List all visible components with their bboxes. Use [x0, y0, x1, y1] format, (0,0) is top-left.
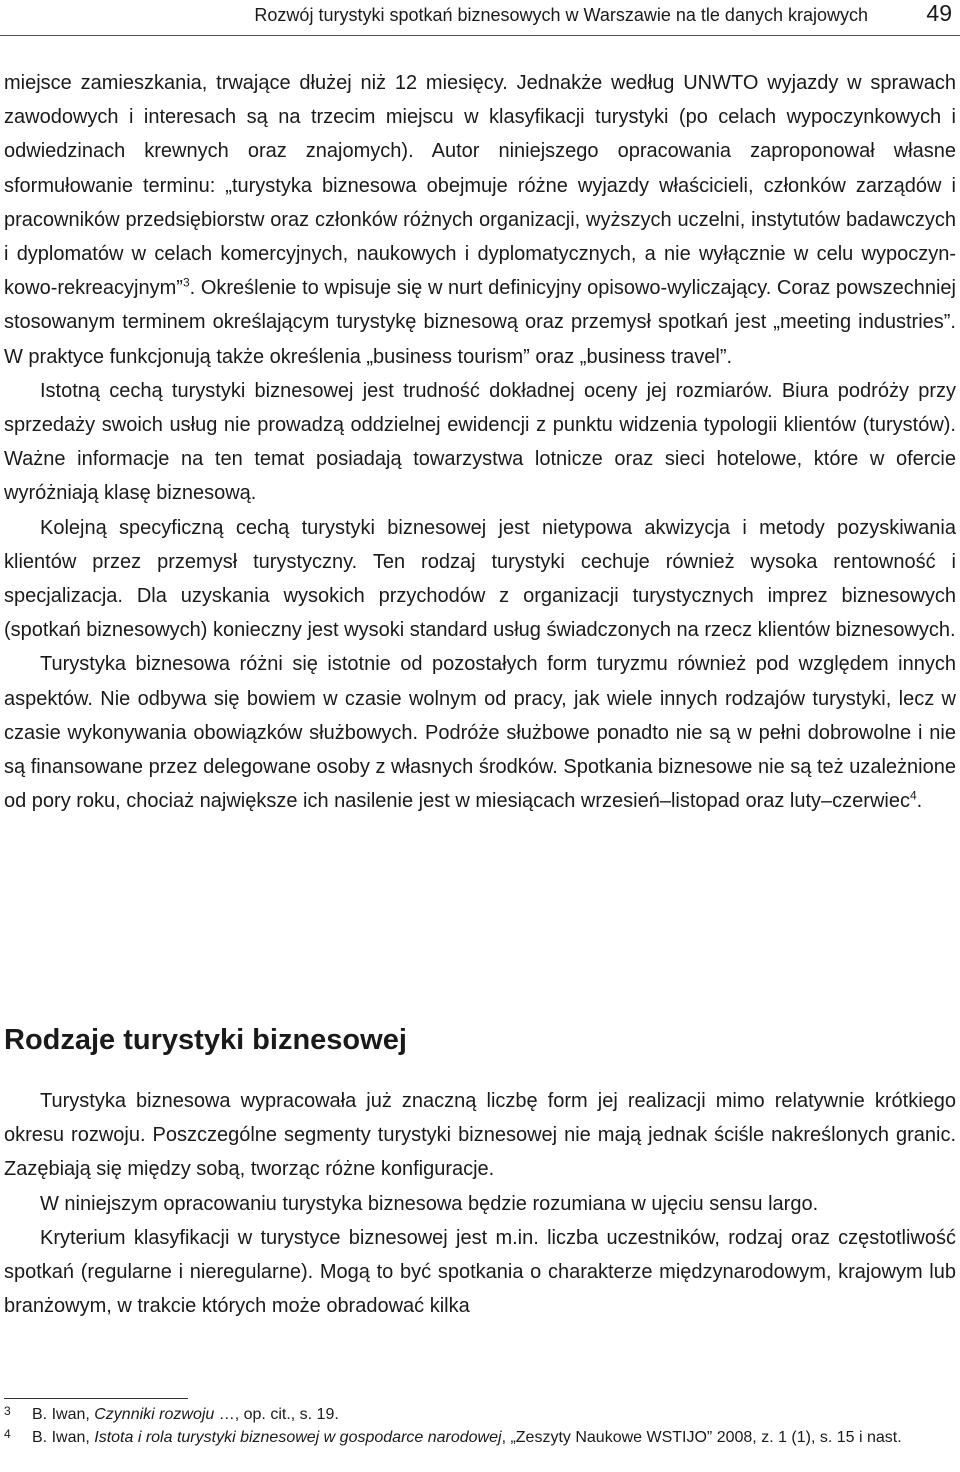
- footnote-number: 3: [4, 1404, 11, 1418]
- footnote-4: [4, 1427, 956, 1448]
- section-text: [4, 1084, 956, 1323]
- section-paragraph-3: Kryterium klasyfikacji w turystyce biznesowej jest m.in. liczba uczestników, rodzaj oraz częstotliwość spotkań (regularne i nieregularne). Mogą to być spotkania o charakterze międzynarodowym, krajowym lub branżowym, w trakcie których może obradować kilka: [4, 1226, 956, 1318]
- paragraph-1-text-a: miejsce zamieszkania, trwające dłużej niż 12 miesięcy. Jednakże według UNWTO wyjazdy w sprawach zawodowych i interesach są na trzecim miejscu w klasyfikacji turystyki (po celach wypoczynkowych i odwiedzinach krewnych oraz znajomych). Autor niniejszego opracowania zaproponował własne sformułowanie terminu: „turystyka biznesowa obejmuje różne wyjazdy właścicieli, członków zarządów i pracowników przedsiębiorstw oraz członków różnych organizacji, wyższych uczelni, instytutów badawczych i dyplomatów w celach komercyjnych, naukowych i dyplomatycznych, a nie wyłącznie w celu wypoczynkowo-rekreacyjnym”: [4, 72, 956, 300]
- footnote-separator: [4, 1398, 188, 1399]
- footnote-title: Czynniki rozwoju: [94, 1406, 215, 1423]
- paragraph-2: Istotną cechą turystyki biznesowej jest trudność dokładnej oceny jej rozmiarów. Biura podróży przy sprzedaży swoich usług nie prowadzą oddzielnej ewidencji z punktu widzenia typologii klientów (turystów). Ważne informacje na ten temat posiadają towarzystwa lotnicze oraz sieci hotelowe, które w ofercie wyróżniają klasę biznesową.: [4, 379, 956, 505]
- paragraph-3: Kolejną specyficzną cechą turystyki biznesowej jest nietypowa akwizycja i metody pozyskiwania klientów przez przemysł turystyczny. Ten rodzaj turystyki cechuje również wysoka rentowność i specjalizacja. Dla uzyskania wysokich przychodów z organizacji turystycznych imprez biznesowych (spotkań biznesowych) konieczny jest wysoki standard usług świadczonych na rzecz klientów biznesowych.: [4, 516, 956, 642]
- footnote-3: [4, 1404, 956, 1425]
- section-paragraph-1: Turystyka biznesowa wypracowała już znaczną liczbę form jej realizacji mimo relatywnie krótkiego okresu rozwoju. Poszczególne segmenty turystyki biznesowej nie mają jednak ściśle nakreślonych granic. Zazębiają się między sobą, tworząc różne konfiguracje.: [4, 1090, 956, 1181]
- running-title: Rozwój turystyki spotkań biznesowych w Warszawie na tle danych krajowych: [254, 5, 868, 25]
- paragraph-1: [4, 66, 956, 374]
- footnote-ref-4[interactable]: 4: [909, 788, 917, 803]
- page-number: 49: [926, 0, 952, 26]
- footnote-title: Istota i rola turystyki biznesowej w gospodarce narodowej: [94, 1429, 502, 1446]
- paragraph-1-text-b: . Określenie to wpisuje się w nurt definicyjny opisowo-wyliczający. Coraz powszechniej stosowanym terminem określającym turystykę biznesową oraz przemysł spotkań jest „meeting industries”. W praktyce funkcjonują także określenia „business tourism” oraz „business travel”.: [4, 277, 956, 368]
- footnote-number: 4: [4, 1427, 11, 1441]
- footnote-author: B. Iwan,: [32, 1429, 95, 1446]
- footnote-author: B. Iwan,: [32, 1406, 95, 1423]
- paragraph-4-text-b: .: [916, 790, 923, 813]
- footnote-ref-3[interactable]: 3: [182, 275, 190, 290]
- body-text: [4, 66, 956, 818]
- running-header: [0, 0, 960, 36]
- footnotes: [4, 1404, 956, 1450]
- section-heading: Rodzaje turystyki biznesowej: [4, 1024, 407, 1056]
- footnote-rest: , „Zeszyty Naukowe WSTIJO” 2008, z. 1 (1), s. 15 i nast.: [501, 1429, 902, 1446]
- footnote-rest: …, op. cit., s. 19.: [214, 1406, 339, 1423]
- section-paragraph-2: W niniejszym opracowaniu turystyka biznesowa będzie rozumiana w ujęciu sensu largo.: [40, 1192, 819, 1215]
- paragraph-4: [4, 647, 956, 818]
- paragraph-4-text-a: Turystyka biznesowa różni się istotnie od pozostałych form turyzmu również pod względem innych aspektów. Nie odbywa się bowiem w czasie wolnym od pracy, jak wiele innych rodzajów turystyki, lecz w czasie wykonywania obowiązków służbowych. Podróże służbowe ponadto nie są w pełni dobrowolne i nie są finansowane przez delegowane osoby z własnych środków. Spotkania biznesowe nie są też uzależnione od pory roku, chociaż największe ich nasilenie jest w miesiącach wrzesień–listopad oraz luty–czerwiec: [4, 653, 956, 813]
